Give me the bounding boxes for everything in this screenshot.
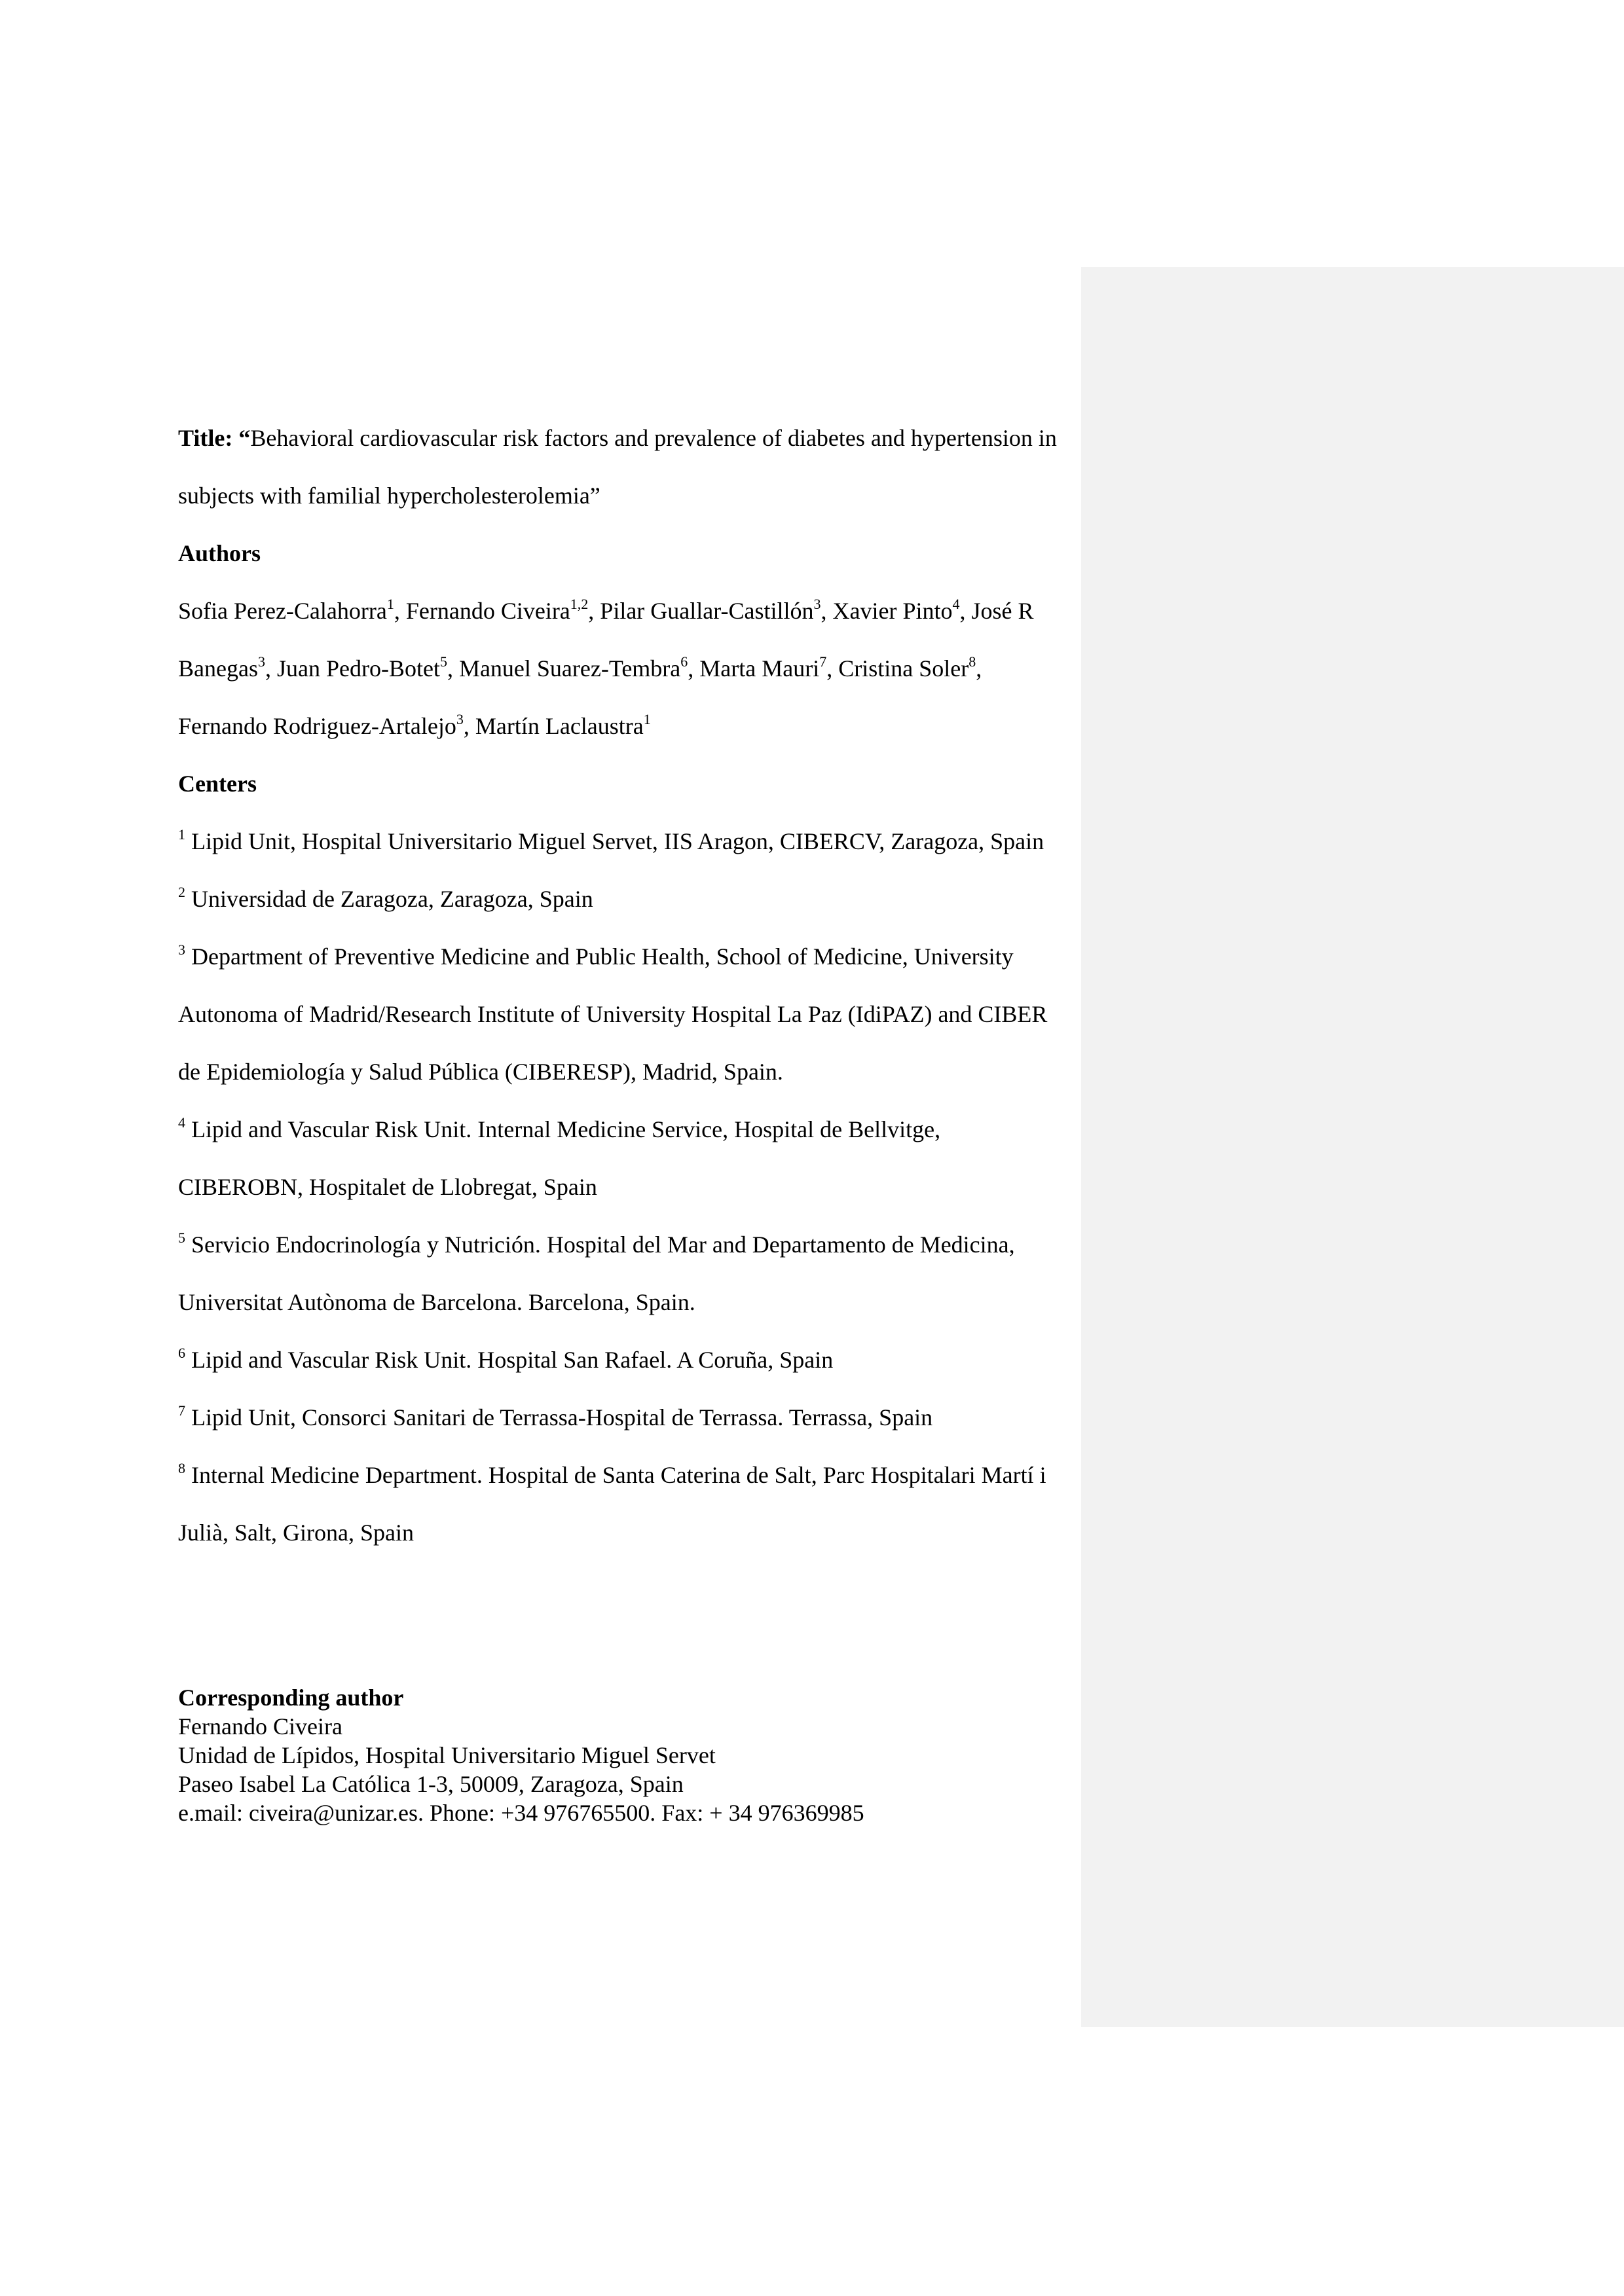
author-affiliation: 3 bbox=[257, 653, 265, 670]
title-page bbox=[178, 409, 1069, 1561]
centers-heading: Centers bbox=[178, 771, 257, 797]
center-number: 4 bbox=[178, 1114, 185, 1131]
author-affiliation: 4 bbox=[952, 596, 960, 612]
corresponding-address: Paseo Isabel La Católica 1-3, 50009, Zaragoza, Spain bbox=[178, 1771, 684, 1797]
author-affiliation: 5 bbox=[439, 653, 447, 670]
author-name: Cristina Soler bbox=[838, 655, 969, 682]
author-list: Sofia Perez-Calahorra$^1$, Fernando Civeira$^{1,2}$, Pilar Guallar-Castillón$^3$, Xavier Pinto$^4$, José R Banegas$^3$, Juan Pedro-Botet$^5$, Manuel Suarez-Tembra$^6$, Marta Mauri$^7$, Cristina Soler$^8$, Fernando Rodriguez-Artalejo$^3$, Martín Laclaustra$^1$ bbox=[178, 596, 1034, 739]
author-affiliation: 8 bbox=[969, 653, 976, 670]
author-name: José R Banegas bbox=[178, 598, 1034, 682]
center-text: Lipid Unit, Consorci Sanitari de Terrassa-Hospital de Terrassa. Terrassa, Spain bbox=[191, 1404, 933, 1430]
center-item bbox=[178, 870, 1069, 928]
center-number: 6 bbox=[178, 1345, 185, 1361]
corresponding-unit: Unidad de Lípidos, Hospital Universitario Miguel Servet bbox=[178, 1742, 716, 1768]
center-text: Universidad de Zaragoza, Zaragoza, Spain bbox=[191, 886, 593, 912]
center-item bbox=[178, 1331, 1069, 1389]
author-affiliation: 6 bbox=[680, 653, 688, 670]
author-name: Juan Pedro-Botet bbox=[276, 655, 440, 682]
author-name: Pilar Guallar-Castillón bbox=[600, 598, 814, 624]
center-item bbox=[178, 928, 1069, 1101]
center-item bbox=[178, 1389, 1069, 1446]
corresponding-heading: Corresponding author bbox=[178, 1685, 404, 1711]
author-affiliation: 3 bbox=[456, 711, 464, 727]
comment-margin-panel bbox=[1081, 267, 1624, 2027]
title-paragraph bbox=[178, 409, 1069, 524]
author-affiliation: 1 bbox=[643, 711, 651, 727]
author-affiliation: 1 bbox=[386, 596, 394, 612]
author-affiliation: 3 bbox=[813, 596, 821, 612]
center-item bbox=[178, 812, 1069, 870]
title-label: Title: bbox=[178, 425, 233, 451]
center-number: 7 bbox=[178, 1402, 185, 1419]
center-text: Lipid and Vascular Risk Unit. Internal Medicine Service, Hospital de Bellvitge, CIBEROBN, Hospitalet de Llobregat, Spain bbox=[178, 1116, 941, 1200]
center-item bbox=[178, 1216, 1069, 1331]
center-text: Department of Preventive Medicine and Public Health, School of Medicine, University Autonoma of Madrid/Research Institute of University Hospital La Paz (IdiPAZ) and CIBER de Epidemiología y Salud Pública (CIBERESP), Madrid, Spain. bbox=[178, 943, 1048, 1085]
center-text: Internal Medicine Department. Hospital de Santa Caterina de Salt, Parc Hospitalari Martí i Julià, Salt, Girona, Spain bbox=[178, 1462, 1046, 1546]
author-name: Manuel Suarez-Tembra bbox=[458, 655, 681, 682]
title-text: Behavioral cardiovascular risk factors and prevalence of diabetes and hypertension in subjects with familial hypercholesterolemia” bbox=[178, 425, 1057, 509]
center-text: Lipid Unit, Hospital Universitario Miguel Servet, IIS Aragon, CIBERCV, Zaragoza, Spain bbox=[191, 828, 1044, 854]
center-text: Servicio Endocrinología y Nutrición. Hospital del Mar and Departamento de Medicina, Universitat Autònoma de Barcelona. Barcelona, Spain. bbox=[178, 1231, 1015, 1315]
author-name: Fernando Rodriguez-Artalejo bbox=[178, 713, 456, 739]
center-item bbox=[178, 1101, 1069, 1216]
center-number: 2 bbox=[178, 884, 185, 900]
center-number: 1 bbox=[178, 826, 185, 843]
corresponding-name: Fernando Civeira bbox=[178, 1713, 342, 1740]
center-number: 3 bbox=[178, 941, 185, 958]
title-open-quote: “ bbox=[232, 425, 251, 451]
author-affiliation: 7 bbox=[819, 653, 827, 670]
corresponding-contact: e.mail: civeira@unizar.es. Phone: +34 976765500. Fax: + 34 976369985 bbox=[178, 1800, 864, 1826]
author-name: Martín Laclaustra bbox=[475, 713, 644, 739]
author-affiliation: 1,2 bbox=[570, 596, 589, 612]
author-name: Xavier Pinto bbox=[832, 598, 953, 624]
center-number: 5 bbox=[178, 1230, 185, 1246]
author-name: Fernando Civeira bbox=[405, 598, 570, 624]
corresponding-author-block bbox=[178, 1683, 1069, 1827]
center-text: Lipid and Vascular Risk Unit. Hospital San Rafael. A Coruña, Spain bbox=[191, 1347, 834, 1373]
authors-heading: Authors bbox=[178, 540, 261, 566]
author-name: Marta Mauri bbox=[699, 655, 820, 682]
center-item bbox=[178, 1446, 1069, 1561]
author-name: Sofia Perez-Calahorra bbox=[178, 598, 387, 624]
center-number: 8 bbox=[178, 1460, 185, 1476]
